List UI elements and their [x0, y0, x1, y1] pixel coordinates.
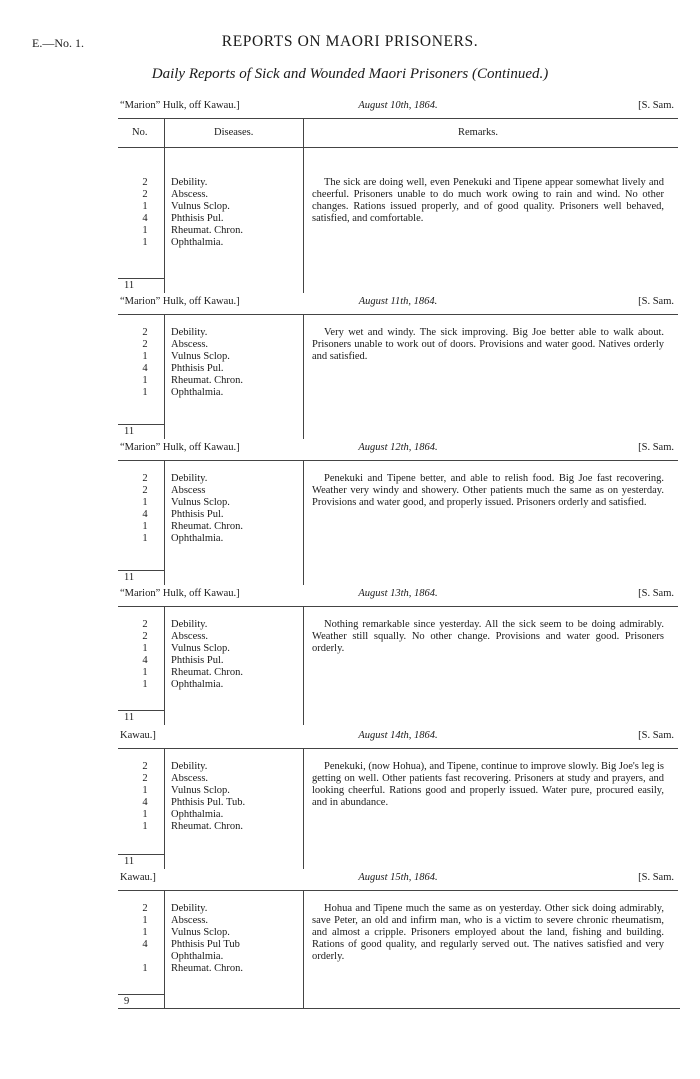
daily-report — [118, 584, 678, 725]
case-count: 4 — [142, 213, 148, 224]
report-date: August 10th, 1864. — [358, 100, 438, 111]
report-signature: [S. Sam. — [638, 730, 674, 741]
disease-name: Ophthalmia. — [171, 533, 224, 544]
case-total — [118, 994, 164, 1009]
disease-name: Debility. — [171, 619, 208, 630]
disease-name: Vulnus Sclop. — [171, 643, 230, 654]
case-count: 2 — [142, 473, 148, 484]
disease-name: Phthisis Pul. — [171, 363, 224, 374]
disease-name: Debility. — [171, 903, 208, 914]
case-total — [118, 570, 164, 585]
report-location: “Marion” Hulk, off Kawau.] — [120, 588, 240, 599]
case-count: 1 — [142, 679, 148, 690]
disease-name: Abscess. — [171, 631, 209, 642]
daily-report — [118, 726, 678, 869]
case-count: 1 — [142, 785, 148, 796]
column-divider — [303, 749, 304, 869]
case-total — [118, 710, 164, 725]
report-remarks: Hohua and Tipene much the same as on yesterday. Other sick doing admirably, save Peter, an old and infirm man, who is a victim to severe chronic rheumatism, and almost a cripple. Prisoners employed about the land, fishing and building. Rations of good quality, and regularly served out. The natives satisfied and very orderly. — [312, 903, 664, 962]
case-count: 4 — [142, 797, 148, 808]
case-count: 1 — [142, 237, 148, 248]
total-count: 9 — [124, 996, 130, 1007]
report-remarks: Penekuki, (now Hohua), and Tipene, continue to improve slowly. Big Joe's leg is getting on well. Other patients fast recovering. Prisoners at study and prayers, and looking cheerful. Rations good and properly issued. Water pure, procured easily, and in abundance. — [312, 761, 664, 808]
case-count: 1 — [142, 521, 148, 532]
disease-row — [118, 533, 303, 545]
report-body — [118, 461, 678, 585]
disease-name: Phthisis Pul. — [171, 509, 224, 520]
case-count: 2 — [142, 177, 148, 188]
disease-name: Rheumat. Chron. — [171, 375, 244, 386]
report-header — [118, 726, 678, 749]
disease-name: Rheumat. Chron. — [171, 963, 244, 974]
report-remarks: The sick are doing well, even Penekuki and Tipene appear somewhat lively and cheerful. Prisoners unable to do much work owing to rain and wind. No other changes. Rations issued properly, and of good quality. Prisoners well behaved, satisfied, and comfortable. — [312, 177, 664, 224]
case-count: 2 — [142, 903, 148, 914]
report-remarks: Very wet and windy. The sick improving. Big Joe better able to walk about. Prisoners unable to work out of doors. Provisions and water good. Natives orderly and satisfied. — [312, 327, 664, 362]
disease-name: Debility. — [171, 761, 208, 772]
disease-row — [118, 643, 303, 655]
column-divider — [303, 461, 304, 585]
disease-row — [118, 809, 303, 821]
case-count: 2 — [142, 631, 148, 642]
disease-list — [118, 761, 303, 833]
case-count: 1 — [142, 963, 148, 974]
disease-name: Rheumat. Chron. — [171, 225, 244, 236]
disease-name: Rheumat. Chron. — [171, 667, 244, 678]
case-count: 1 — [142, 533, 148, 544]
report-signature: [S. Sam. — [638, 100, 674, 111]
report-signature: [S. Sam. — [638, 872, 674, 883]
disease-row — [118, 679, 303, 691]
report-body — [118, 891, 678, 1009]
case-count: 2 — [142, 189, 148, 200]
case-count: 4 — [142, 655, 148, 666]
disease-name: Abscess. — [171, 339, 209, 350]
disease-name: Rheumat. Chron. — [171, 821, 244, 832]
report-location: “Marion” Hulk, off Kawau.] — [120, 296, 240, 307]
total-count: 11 — [124, 280, 135, 291]
disease-row — [118, 915, 303, 927]
case-count: 1 — [142, 643, 148, 654]
disease-row — [118, 951, 303, 963]
disease-row — [118, 225, 303, 237]
case-count: 4 — [142, 939, 148, 950]
case-count: 1 — [142, 821, 148, 832]
disease-row — [118, 213, 303, 225]
case-count: 1 — [142, 809, 148, 820]
disease-name: Rheumat. Chron. — [171, 521, 244, 532]
case-total — [118, 278, 164, 293]
column-headers — [118, 119, 678, 148]
case-total — [118, 854, 164, 869]
disease-name: Ophthalmia. — [171, 387, 224, 398]
report-body — [118, 315, 678, 439]
disease-name: Debility. — [171, 177, 208, 188]
disease-row — [118, 327, 303, 339]
total-count: 11 — [124, 572, 135, 583]
case-count: 2 — [142, 327, 148, 338]
disease-row — [118, 667, 303, 679]
report-header — [118, 438, 678, 461]
disease-row — [118, 363, 303, 375]
report-location: Kawau.] — [120, 872, 156, 883]
disease-name: Debility. — [171, 473, 208, 484]
case-count: 2 — [142, 761, 148, 772]
disease-row — [118, 619, 303, 631]
disease-row — [118, 351, 303, 363]
case-count: 1 — [142, 497, 148, 508]
disease-row — [118, 761, 303, 773]
disease-list — [118, 903, 303, 975]
disease-name: Ophthalmia. — [171, 809, 224, 820]
report-remarks: Penekuki and Tipene better, and able to relish food. Big Joe fast recovering. Weather very windy and showery. Other patients much the same as on yesterday. Provisions and water good, and properly issued. Prisoners orderly and satisfied. — [312, 473, 664, 508]
page-title: REPORTS ON MAORI PRISONERS. — [221, 33, 479, 50]
report-location: “Marion” Hulk, off Kawau.] — [120, 100, 240, 111]
case-count: 2 — [142, 339, 148, 350]
report-body — [118, 119, 678, 293]
case-count: 4 — [142, 509, 148, 520]
header-diseases: Diseases. — [214, 127, 254, 138]
disease-list — [118, 327, 303, 399]
disease-name: Vulnus Sclop. — [171, 927, 230, 938]
case-count: 1 — [142, 351, 148, 362]
disease-row — [118, 387, 303, 399]
disease-row — [118, 375, 303, 387]
disease-name: Ophthalmia. — [171, 951, 224, 962]
disease-row — [118, 821, 303, 833]
disease-row — [118, 201, 303, 213]
column-divider — [303, 891, 304, 1009]
case-count: 2 — [142, 619, 148, 630]
disease-row — [118, 473, 303, 485]
disease-row — [118, 963, 303, 975]
disease-row — [118, 785, 303, 797]
disease-row — [118, 797, 303, 809]
case-count: 4 — [142, 363, 148, 374]
report-date: August 12th, 1864. — [358, 442, 438, 453]
report-location: Kawau.] — [120, 730, 156, 741]
disease-name: Ophthalmia. — [171, 679, 224, 690]
disease-name: Phthisis Pul. — [171, 655, 224, 666]
case-count: 1 — [142, 667, 148, 678]
case-count: 1 — [142, 915, 148, 926]
disease-name: Phthisis Pul. Tub. — [171, 797, 246, 808]
case-count: 2 — [142, 773, 148, 784]
report-signature: [S. Sam. — [638, 442, 674, 453]
disease-name: Debility. — [171, 327, 208, 338]
disease-name: Abscess. — [171, 915, 209, 926]
disease-name: Abscess. — [171, 189, 209, 200]
daily-report — [118, 438, 678, 585]
case-count: 1 — [142, 927, 148, 938]
disease-row — [118, 939, 303, 951]
daily-report — [118, 868, 678, 1009]
report-remarks: Nothing remarkable since yesterday. All the sick seem to be doing admirably. Weather still squally. No other change. Provisions and water good. Prisoners orderly. — [312, 619, 664, 654]
report-date: August 13th, 1864. — [358, 588, 438, 599]
disease-row — [118, 497, 303, 509]
daily-report — [118, 292, 678, 439]
disease-row — [118, 655, 303, 667]
disease-name: Phthisis Pul. — [171, 213, 224, 224]
disease-name: Vulnus Sclop. — [171, 351, 230, 362]
disease-list — [118, 177, 303, 249]
disease-row — [118, 509, 303, 521]
header-remarks: Remarks. — [458, 127, 498, 138]
header-no: No. — [132, 127, 148, 138]
disease-list — [118, 473, 303, 545]
disease-row — [118, 773, 303, 785]
column-divider — [303, 315, 304, 439]
disease-row — [118, 177, 303, 189]
disease-name: Vulnus Sclop. — [171, 785, 230, 796]
report-date: August 11th, 1864. — [358, 296, 438, 307]
case-count: 1 — [142, 201, 148, 212]
report-header — [118, 868, 678, 891]
closing-rule — [118, 1008, 680, 1009]
disease-row — [118, 339, 303, 351]
total-count: 11 — [124, 426, 135, 437]
report-signature: [S. Sam. — [638, 588, 674, 599]
case-count: 2 — [142, 485, 148, 496]
disease-name: Vulnus Sclop. — [171, 201, 230, 212]
report-location: “Marion” Hulk, off Kawau.] — [120, 442, 240, 453]
disease-name: Abscess — [171, 485, 206, 496]
disease-row — [118, 631, 303, 643]
daily-report — [118, 96, 678, 293]
report-date: August 15th, 1864. — [358, 872, 438, 883]
disease-row — [118, 521, 303, 533]
disease-name: Vulnus Sclop. — [171, 497, 230, 508]
disease-name: Phthisis Pul Tub — [171, 939, 240, 950]
report-body — [118, 749, 678, 869]
total-count: 11 — [124, 856, 135, 867]
disease-row — [118, 237, 303, 249]
report-body — [118, 607, 678, 725]
disease-name: Abscess. — [171, 773, 209, 784]
report-header — [118, 584, 678, 607]
case-count: 1 — [142, 387, 148, 398]
report-header — [118, 292, 678, 315]
disease-row — [118, 189, 303, 201]
disease-list — [118, 619, 303, 691]
case-count: 1 — [142, 375, 148, 386]
disease-row — [118, 927, 303, 939]
column-divider — [303, 607, 304, 725]
case-count: 1 — [142, 225, 148, 236]
report-header — [118, 96, 678, 119]
report-signature: [S. Sam. — [638, 296, 674, 307]
report-date: August 14th, 1864. — [358, 730, 438, 741]
disease-row — [118, 903, 303, 915]
page-subtitle: Daily Reports of Sick and Wounded Maori Prisoners (Continued.) — [151, 66, 549, 82]
disease-row — [118, 485, 303, 497]
case-total — [118, 424, 164, 439]
total-count: 11 — [124, 712, 135, 723]
disease-name: Ophthalmia. — [171, 237, 224, 248]
page-reference: E.—No. 1. — [32, 36, 84, 50]
no-column-divider — [164, 119, 165, 147]
